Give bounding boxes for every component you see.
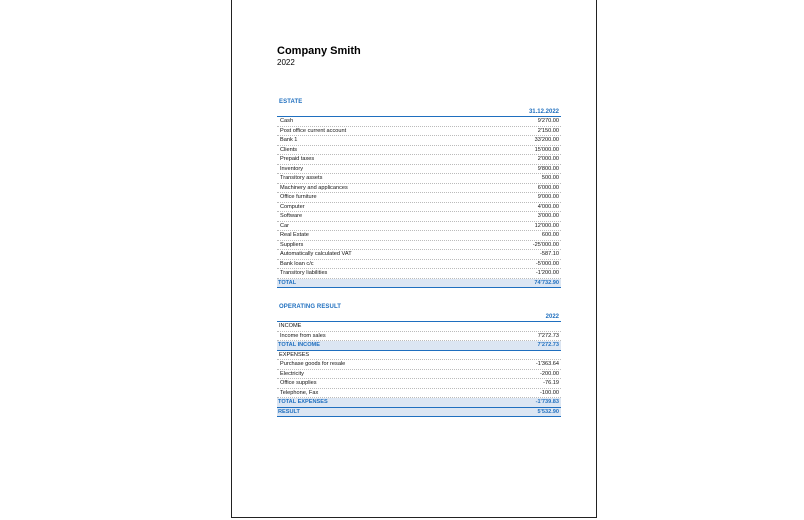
estate-title: ESTATE [279,99,303,105]
operating-table [277,313,561,417]
row-label: Software [280,213,303,219]
row-value: -200.00 [540,370,559,377]
table-row [277,212,561,222]
row-value: 33'200.00 [534,137,559,143]
row-label: Income from sales [280,332,326,339]
row-label: Cash [280,118,294,124]
total-expenses-value: -1'739.83 [535,399,559,405]
table-row [277,155,561,165]
table-row [277,332,561,342]
table-row [277,389,561,399]
table-row [277,165,561,175]
total-income-row [277,341,561,351]
total-expenses-row [277,398,561,408]
total-income-value: 7'272.73 [537,342,559,348]
table-row [277,184,561,194]
row-label: Real Estate [280,232,309,238]
row-value: 600.00 [541,232,559,238]
row-value: 2'150.00 [537,127,559,134]
estate-total-row [277,279,561,289]
row-value: 6'000.00 [537,184,559,191]
table-row [277,231,561,241]
row-label: Computer [280,203,305,210]
row-label: Electricity [280,370,304,377]
row-label: Bank loan c/c [280,260,314,267]
table-row [277,117,561,127]
row-label: Bank 1 [280,137,298,143]
row-label: Post office current account [280,127,347,134]
table-row [277,203,561,213]
table-row [277,146,561,156]
row-value: 9'000.00 [537,194,559,200]
operating-column-header: 2022 [277,313,561,322]
table-row [277,174,561,184]
row-value: 500.00 [541,175,559,181]
row-label: Transitory liabilities [280,270,328,276]
row-value: -1'200.00 [535,270,559,276]
table-row [277,136,561,146]
row-label: Automatically calculated VAT [280,251,352,257]
row-label: Telephone, Fax [280,389,319,396]
income-group-label: INCOME [279,323,302,329]
table-row [277,241,561,251]
operating-title: OPERATING RESULT [279,304,342,310]
result-label: RESULT [278,408,300,415]
row-label: Car [280,222,290,229]
row-value: 2'000.00 [537,156,559,162]
income-group-row [277,322,561,332]
table-row [277,260,561,270]
row-value: 9'270.00 [537,118,559,124]
row-value: 15'000.00 [534,146,559,153]
table-row [277,379,561,389]
row-value: 7'272.73 [537,332,559,339]
row-value: -25'000.00 [532,241,559,248]
expenses-group-label: EXPENSES [279,351,310,358]
row-value: -587.10 [540,251,559,257]
row-value: 9'800.00 [537,165,559,172]
total-income-label: TOTAL INCOME [278,342,320,348]
row-label: Prepaid taxes [280,156,315,162]
company-name: Company Smith [277,45,361,57]
table-row [277,360,561,370]
row-value: -100.00 [540,389,559,396]
result-row [277,408,561,418]
row-value: 4'000.00 [537,203,559,210]
report-year: 2022 [277,58,295,67]
estate-column-header: 31.12.2022 [277,108,561,117]
row-label: Purchase goods for resale [280,361,346,367]
row-value: -5'000.00 [535,260,559,267]
row-value: -1'363.64 [535,361,559,367]
estate-total-value: 74'732.90 [534,279,559,286]
row-label: Office furniture [280,194,317,200]
estate-total-label: TOTAL [278,279,297,286]
row-label: Office supplies [280,380,317,386]
row-label: Clients [280,146,298,153]
row-label: Machinery and applicances [280,184,348,191]
row-label: Transitory assets [280,175,323,181]
expenses-group-row [277,351,561,361]
table-row [277,222,561,232]
table-row [277,370,561,380]
report-page [231,0,597,518]
result-value: 5'532.90 [537,408,559,415]
table-row [277,250,561,260]
table-row [277,269,561,279]
total-expenses-label: TOTAL EXPENSES [278,399,328,405]
row-label: Suppliers [280,241,304,248]
table-row [277,127,561,137]
row-value: 12'000.00 [534,222,559,229]
table-row [277,193,561,203]
row-label: Inventory [280,165,304,172]
estate-table [277,108,561,288]
row-value: -76.19 [543,380,559,386]
row-value: 3'000.00 [537,213,559,219]
